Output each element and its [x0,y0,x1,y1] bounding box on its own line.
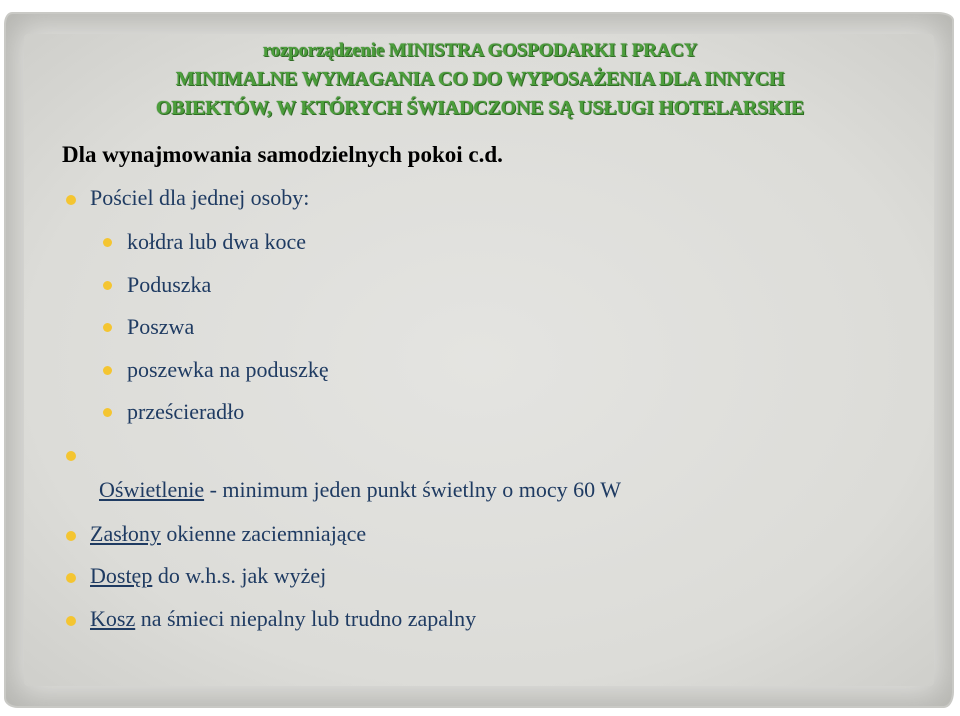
bullet-icon [103,366,112,375]
bullet-icon [66,616,76,626]
list-item-zaslony [90,521,366,547]
oswietlenie-link[interactable]: Oświetlenie [99,477,205,502]
bullet-icon [103,238,112,247]
zaslony-text: okienne zaciemniające [160,521,367,546]
kosz-text: na śmieci niepalny lub trudno zapalny [135,606,477,631]
list-item-dostep [90,563,326,589]
bullet-icon [103,408,112,417]
bullet-icon [66,573,76,583]
sub-item-przescieradlo: prześcieradło [127,399,245,424]
title-line-2: MINIMALNE WYMAGANIA CO DO WYPOSAŻENIA DLA INNYCH [175,68,785,90]
bullet-icon [66,451,76,461]
bullet-icon [103,281,112,290]
oswietlenie-text: - minimum jeden punkt świetlny o mocy 60 W [204,477,622,502]
title-line-3: OBIEKTÓW, W KTÓRYCH ŚWIADCZONE SĄ USŁUGI HOTELARSKIE [155,97,805,119]
list-item-kosz [90,606,476,632]
sub-item-poszwa: Poszwa [127,314,195,339]
bullet-icon [66,195,76,205]
sub-item-poduszka: Poduszka [127,272,212,297]
sub-item-koldra: kołdra lub dwa koce [127,229,306,254]
slide-title [0,36,960,123]
title-line-1: rozporządzenie MINISTRA GOSPODARKI I PRACY [262,40,698,61]
section-heading: Dla wynajmowania samodzielnych pokoi c.d. [62,142,503,167]
sub-item-poszewka: poszewka na poduszkę [127,357,329,382]
bullet-icon [103,323,112,332]
bullet-icon [66,531,76,541]
kosz-link[interactable]: Kosz [90,606,136,631]
dostep-text: do w.h.s. jak wyżej [152,563,327,588]
dostep-link[interactable]: Dostęp [90,563,153,588]
list-item-oswietlenie [99,477,621,503]
zaslony-link[interactable]: Zasłony [90,521,161,546]
list-item-posciel: Pościel dla jednej osoby: [90,185,310,210]
